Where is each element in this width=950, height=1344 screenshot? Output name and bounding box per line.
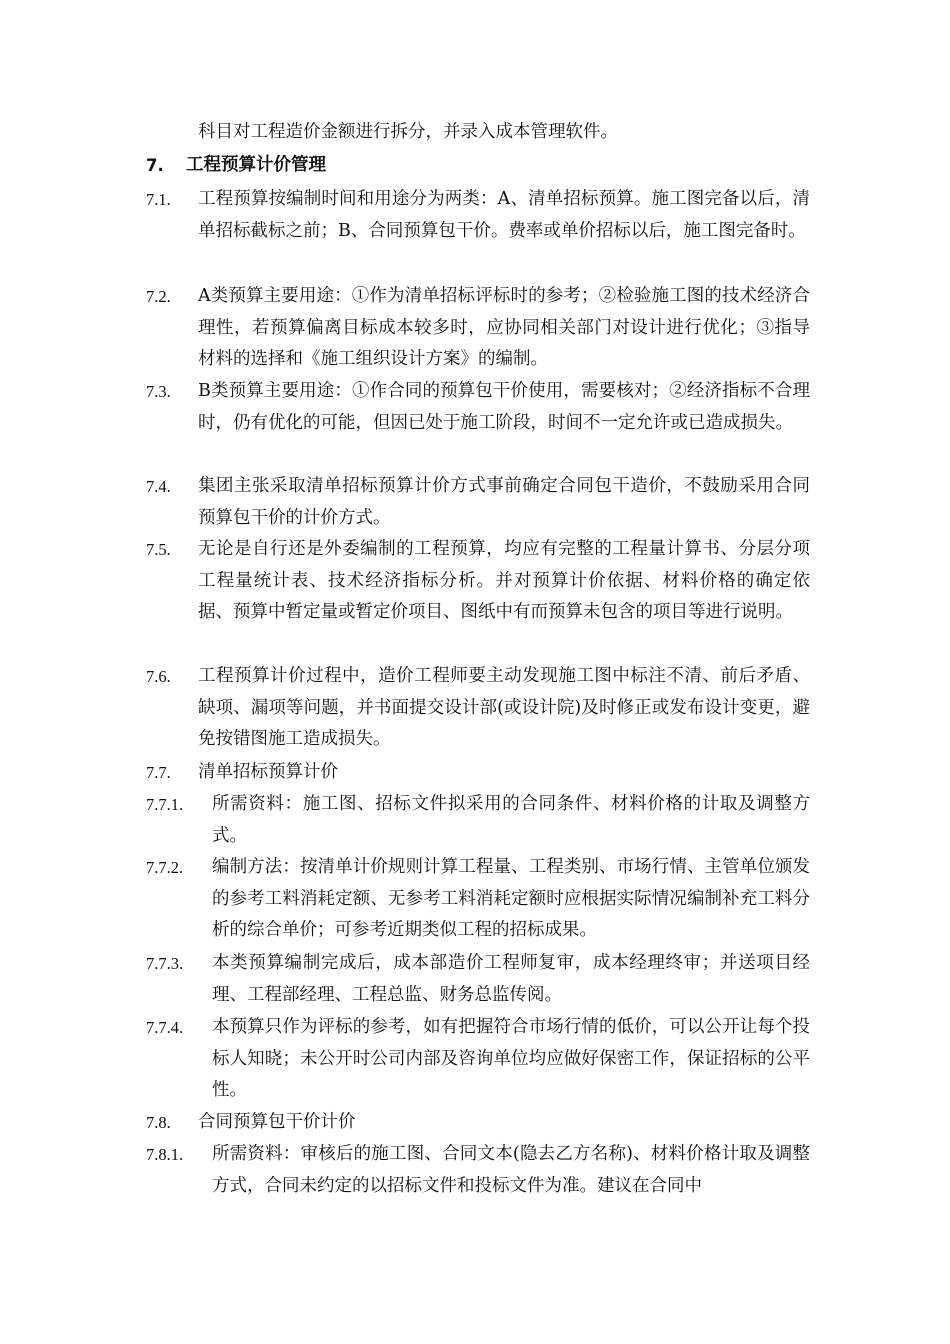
item-number: 7.7. [146,763,171,782]
section-title: 工程预算计价管理 [186,155,326,175]
item-text: 集团主张采取清单招标预算计价方式事前确定合同包干造价，不鼓励采用合同预算包干价的计价方式。 [198,476,810,528]
item-text: 清单招标预算计价 [198,762,338,782]
item-text: 所需资料：审核后的施工图、合同文本(隐去乙方名称)、材料价格计取及调整方式，合同未约定的以招标文件和投标文件为准。建议在合同中 [212,1144,810,1196]
list-item [146,376,810,439]
item-number: 7.8.1. [146,1145,184,1164]
item-number: 7.6. [146,667,171,686]
list-item [146,281,810,376]
list-item [146,757,810,789]
item-number: 7.5. [146,540,171,559]
list-item [146,948,810,1011]
list-item [146,661,810,756]
item-text: 本类预算编制完成后，成本部造价工程师复审，成本经理终审；并送项目经理、工程部经理、工程总监、财务总监传阅。 [212,953,810,1005]
item-number: 7.4. [146,477,171,496]
item-text: 编制方法：按清单计价规则计算工程量、工程类别、市场行情、主管单位颁发的参考工料消耗定额、无参考工料消耗定额时应根据实际情况编制补充工料分析的综合单价；可参考近期类似工程的招标成果。 [212,857,810,940]
item-text: 所需资料：施工图、招标文件拟采用的合同条件、材料价格的计取及调整方式。 [212,794,810,846]
item-text: 工程预算计价过程中，造价工程师要主动发现施工图中标注不清、前后矛盾、缺项、漏项等问题，并书面提交设计部(或设计院)及时修正或发布设计变更，避免按错图施工造成损失。 [198,666,810,749]
list-item [146,852,810,947]
section-number: 7. [146,156,164,175]
list-item [146,471,810,534]
item-number: 7.7.3. [146,954,184,973]
item-number: 7.1. [146,190,171,209]
list-item [146,1012,810,1107]
item-number: 7.8. [146,1113,171,1132]
list-item [146,1107,810,1139]
item-text: 合同预算包干价计价 [198,1112,356,1132]
list-item [146,184,810,247]
continuation-paragraph [146,117,810,149]
item-number: 7.2. [146,287,171,306]
item-text: A类预算主要用途：①作为清单招标评标时的参考；②检验施工图的技术经济合理性，若预算偏离目标成本较多时，应协同相关部门对设计进行优化；③指导材料的选择和《施工组织设计方案》的编制。 [198,286,810,369]
list-item [146,789,810,852]
item-number: 7.7.1. [146,795,184,814]
item-number: 7.7.2. [146,858,184,877]
item-text: 本预算只作为评标的参考，如有把握符合市场行情的低价，可以公开让每个投标人知晓；未公开时公司内部及咨询单位均应做好保密工作，保证招标的公平性。 [212,1017,810,1100]
item-number: 7.3. [146,382,171,401]
item-text: 工程预算按编制时间和用途分为两类：A、清单招标预算。施工图完备以后，清单招标截标之前；B、合同预算包干价。费率或单价招标以后，施工图完备时。 [198,189,810,241]
item-number: 7.7.4. [146,1018,184,1037]
item-text: 无论是自行还是外委编制的工程预算，均应有完整的工程量计算书、分层分项工程量统计表、技术经济指标分析。并对预算计价依据、材料价格的确定依据、预算中暂定量或暂定价项目、图纸中有而预算未包含的项目等进行说明。 [198,539,810,622]
paragraph-text: 科目对工程造价金额进行拆分，并录入成本管理软件。 [198,122,618,142]
list-item [146,534,810,629]
section-heading [146,150,810,182]
list-item [146,1139,810,1202]
item-text: B类预算主要用途：①作合同的预算包干价使用，需要核对；②经济指标不合理时，仍有优化的可能，但因已处于施工阶段，时间不一定允许或已造成损失。 [198,381,810,433]
